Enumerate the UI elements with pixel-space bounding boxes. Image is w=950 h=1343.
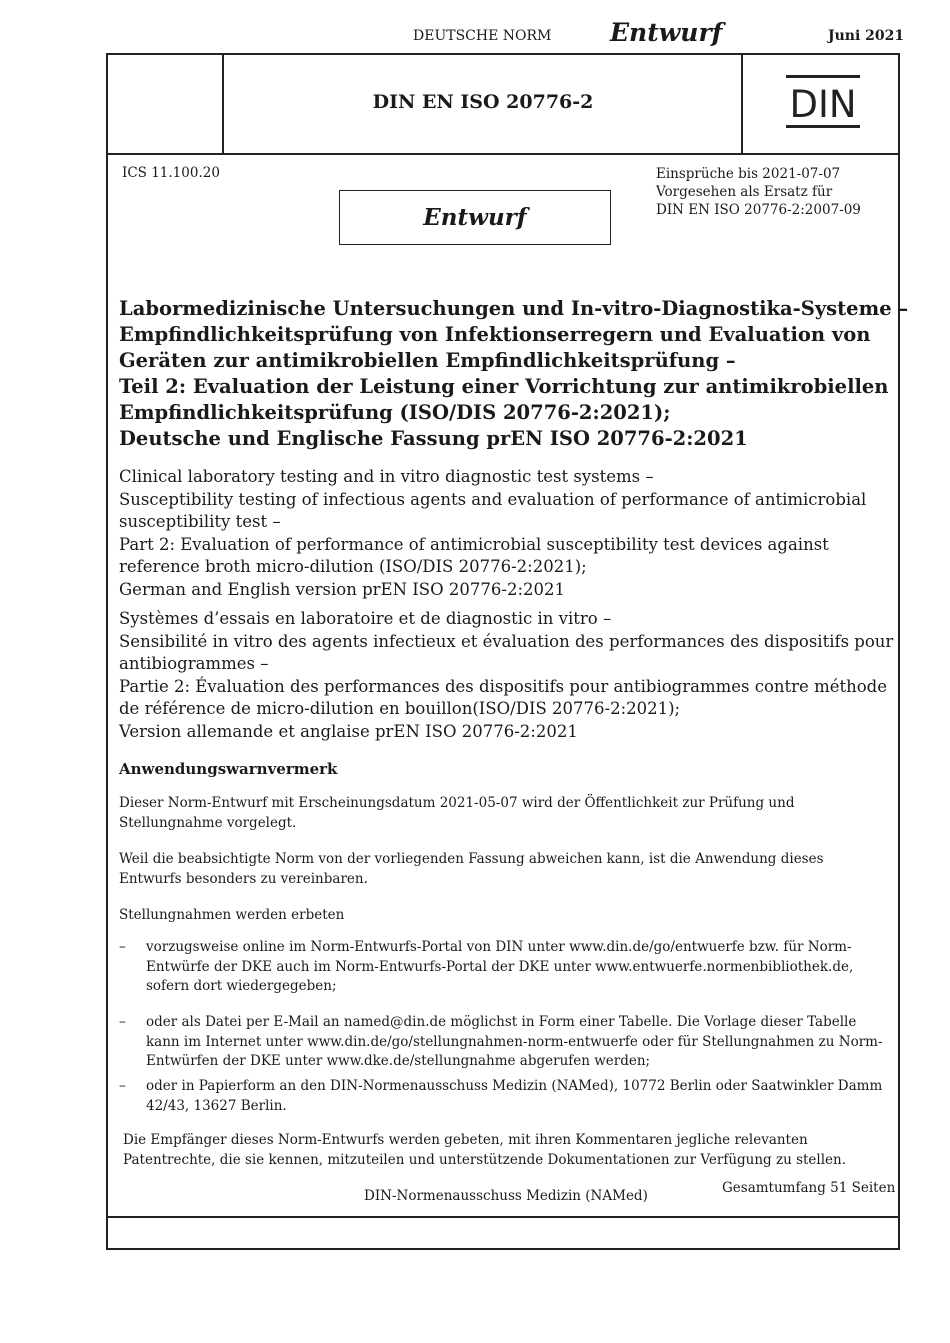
replacement-intro: Vorgesehen als Ersatz für: [656, 184, 833, 200]
title-line: Partie 2: Évaluation des performances des dispositifs pour antibiogrammes contre méthode: [119, 676, 887, 696]
ics-code: ICS 11.100.20: [122, 165, 220, 181]
bullet-dash: –: [119, 939, 126, 955]
list-item: [119, 1013, 889, 1072]
notice-paragraph: Stellungnahmen werden erbeten: [119, 907, 345, 923]
publication-date: Juni 2021: [828, 28, 905, 44]
list-item-text: oder in Papierform an den DIN-Normenausschuss Medizin (NAMed), 10772 Berlin oder Saatwinkler Damm 42/43, 13627 Berlin.: [146, 1078, 883, 1114]
objection-deadline: Einsprüche bis 2021-07-07: [656, 166, 841, 182]
cover-frame: [106, 53, 909, 1250]
title-line: reference broth micro-dilution (ISO/DIS 20776-2:2021);: [119, 557, 587, 577]
bullet-dash: –: [119, 1014, 126, 1030]
title-line: Teil 2: Evaluation der Leistung einer Vorrichtung zur antimikrobiellen: [119, 375, 889, 398]
title-line: Empfindlichkeitsprüfung von Infektionserregern und Evaluation von: [119, 323, 871, 346]
title-line: Geräten zur antimikrobiellen Empfindlichkeitsprüfung –: [119, 349, 736, 372]
title-line: Version allemande et anglaise prEN ISO 20776-2:2021: [119, 721, 578, 741]
total-pages: Gesamtumfang 51 Seiten: [722, 1180, 896, 1196]
standard-type-label: DEUTSCHE NORM: [413, 28, 552, 44]
header-divider: [108, 153, 898, 155]
list-item: [119, 1077, 889, 1116]
draft-box: Entwurf: [339, 190, 611, 245]
patent-notice: Die Empfänger dieses Norm-Entwurfs werden gebeten, mit ihren Kommentaren jegliche relevanten Patentrechte, die sie kennen, mitzuteilen und unterstützende Dokumentationen zur Verfügung zu stellen.: [123, 1132, 847, 1168]
notice-heading: Anwendungswarnvermerk: [119, 760, 338, 778]
document-number: DIN EN ISO 20776-2: [372, 91, 594, 113]
footer-divider: [108, 1216, 898, 1218]
list-item-text: vorzugsweise online im Norm-Entwurfs-Portal von DIN unter www.din.de/go/entwuerfe bzw. für Norm-Entwürfe der DKE auch im Norm-Entwurfs-Portal der DKE unter www.entwuerfe.normenbibliothek.de, sofern dort wiedergegeben;: [146, 939, 854, 994]
draft-meta: [656, 165, 861, 219]
title-line: antibiogrammes –: [119, 654, 269, 674]
title-line: Clinical laboratory testing and in vitro diagnostic test systems –: [119, 467, 654, 486]
title-line: Susceptibility testing of infectious agents and evaluation of performance of antimicrobial: [119, 489, 867, 509]
bullet-dash: –: [119, 1078, 126, 1094]
title-english: [119, 466, 889, 602]
title-line: German and English version prEN ISO 20776-2:2021: [119, 579, 565, 599]
title-line: Labormedizinische Untersuchungen und In-vitro-Diagnostika-Systeme –: [119, 297, 909, 320]
title-line: Part 2: Evaluation of performance of antimicrobial susceptibility test devices against: [119, 534, 829, 554]
committee-name: DIN-Normenausschuss Medizin (NAMed): [364, 1188, 648, 1204]
list-item-text: oder als Datei per E-Mail an named@din.de möglichst in Form einer Tabelle. Die Vorlage dieser Tabelle kann im Internet unter www.din.de/go/stellungnahmen-norm-entwuerfe oder für Stellungnahmen zu Norm-Entwürfen der DKE unter www.dke.de/stellungnahme abgerufen werden;: [146, 1014, 883, 1069]
notice-paragraph: Dieser Norm-Entwurf mit Erscheinungsdatum 2021-05-07 wird der Öffentlichkeit zur Prüfung und Stellungnahme vorgelegt.: [119, 795, 795, 831]
draft-status-label: Entwurf: [610, 18, 723, 47]
title-line: Empfindlichkeitsprüfung (ISO/DIS 20776-2:2021);: [119, 401, 671, 424]
din-logo-text: DIN: [789, 83, 857, 126]
title-line: Sensibilité in vitro des agents infectieux et évaluation des performances des dispositifs pour: [119, 631, 894, 651]
title-german: [119, 296, 909, 452]
title-line: susceptibility test –: [119, 512, 281, 532]
din-logo: [786, 75, 860, 131]
title-french: [119, 608, 894, 744]
title-line: Deutsche und Englische Fassung prEN ISO 20776-2:2021: [119, 427, 748, 450]
replaced-standard: DIN EN ISO 20776-2:2007-09: [656, 202, 861, 218]
notice-paragraph: Weil die beabsichtigte Norm von der vorliegenden Fassung abweichen kann, ist die Anwendung dieses Entwurfs besonders zu vereinbaren.: [119, 851, 824, 887]
title-line: de référence de micro-dilution en bouillon(ISO/DIS 20776-2:2021);: [119, 699, 681, 719]
list-item: [119, 938, 889, 997]
title-line: Systèmes d’essais en laboratoire et de diagnostic in vitro –: [119, 609, 612, 628]
